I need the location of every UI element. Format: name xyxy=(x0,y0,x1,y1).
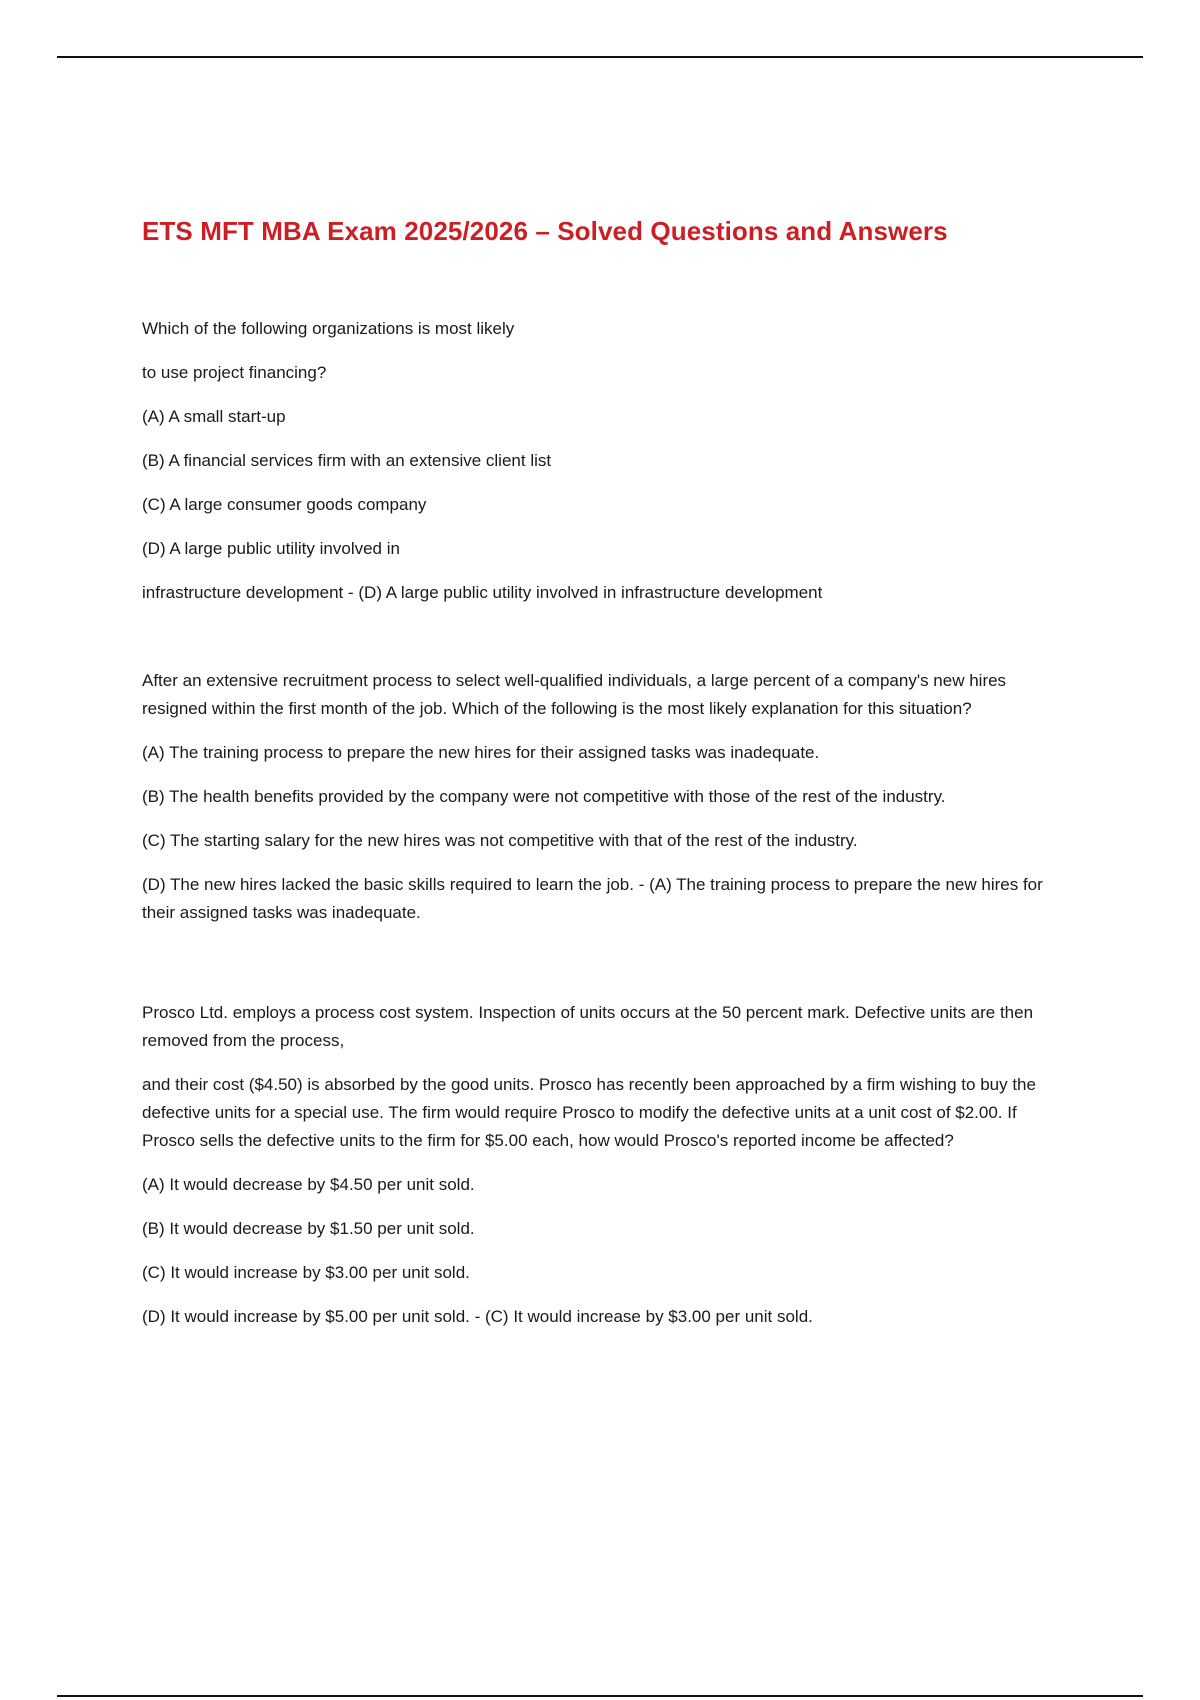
question-2 xyxy=(142,667,1062,927)
question-3 xyxy=(142,999,1062,1331)
question-text: Which of the following organizations is most likely xyxy=(142,319,515,338)
option-d: (D) A large public utility involved in xyxy=(142,539,400,558)
question-text: Prosco Ltd. employs a process cost system. Inspection of units occurs at the 50 percent mark. Defective units are then removed from the process, xyxy=(142,1003,1034,1050)
question-1 xyxy=(142,315,1062,607)
option-b: (B) A financial services firm with an extensive client list xyxy=(142,451,552,470)
option-c: (C) It would increase by $3.00 per unit sold. xyxy=(142,1263,470,1282)
option-d-with-answer: (D) The new hires lacked the basic skills required to learn the job. - (A) The training process to prepare the new hires for their assigned tasks was inadequate. xyxy=(142,875,1043,922)
option-c: (C) The starting salary for the new hires was not competitive with that of the rest of the industry. xyxy=(142,831,858,850)
option-d-with-answer: infrastructure development - (D) A large public utility involved in infrastructure development xyxy=(142,583,823,602)
question-text: to use project financing? xyxy=(142,363,327,382)
page-title: ETS MFT MBA Exam 2025/2026 – Solved Questions and Answers xyxy=(142,216,948,246)
question-text: and their cost ($4.50) is absorbed by the good units. Prosco has recently been approached by a firm wishing to buy the defective units for a special use. The firm would require Prosco to modify the defective units at a unit cost of $2.00. If Prosco sells the defective units to the firm for $5.00 each, how would Prosco's reported income be affected? xyxy=(142,1075,1036,1150)
bottom-rule xyxy=(57,1695,1143,1697)
option-b: (B) The health benefits provided by the company were not competitive with those of the rest of the industry. xyxy=(142,787,946,806)
question-text: After an extensive recruitment process to select well-qualified individuals, a large percent of a company's new hires resigned within the first month of the job. Which of the following is the most likely explanation for this situation? xyxy=(142,671,1007,718)
option-c: (C) A large consumer goods company xyxy=(142,495,427,514)
option-a: (A) The training process to prepare the new hires for their assigned tasks was inadequate. xyxy=(142,743,820,762)
option-d-with-answer: (D) It would increase by $5.00 per unit sold. - (C) It would increase by $3.00 per unit sold. xyxy=(142,1307,813,1326)
option-a: (A) A small start-up xyxy=(142,407,286,426)
top-rule xyxy=(57,56,1143,58)
option-b: (B) It would decrease by $1.50 per unit sold. xyxy=(142,1219,475,1238)
document-body xyxy=(142,315,1062,1331)
option-a: (A) It would decrease by $4.50 per unit sold. xyxy=(142,1175,475,1194)
